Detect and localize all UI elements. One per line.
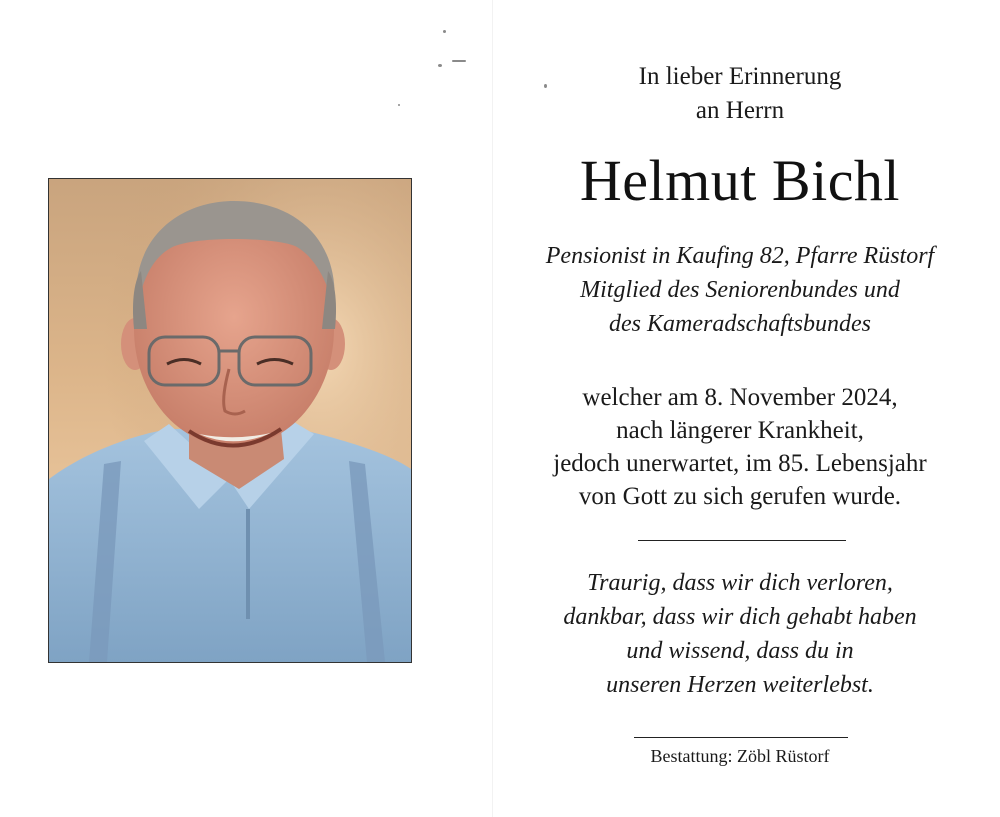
scan-speck (438, 64, 442, 67)
scan-speck (452, 60, 466, 62)
quote-line-2: dankbar, dass wir dich gehabt haben (563, 604, 917, 630)
description-line-1: Pensionist in Kaufing 82, Pfarre Rüstorf (545, 243, 935, 269)
description-line-3: des Kameradschaftsbundes (609, 311, 871, 337)
divider-rule-bottom (634, 737, 848, 738)
description-line-2: Mitglied des Seniorenbundes und (580, 277, 900, 303)
death-notice-line-4: von Gott zu sich gerufen wurde. (578, 483, 902, 510)
text-column (500, 0, 980, 817)
funeral-home: Bestattung: Zöbl Rüstorf (650, 746, 830, 766)
deceased-name: Helmut Bichl (579, 148, 901, 213)
scan-speck (398, 104, 400, 106)
quote-line-4: unseren Herzen weiterlebst. (606, 672, 874, 698)
death-notice-line-3: jedoch unerwartet, im 85. Lebensjahr (553, 450, 927, 477)
quote-line-3: und wissend, dass du in (626, 638, 854, 664)
portrait-photo (48, 178, 412, 663)
death-notice-line-1: welcher am 8. November 2024, (582, 384, 898, 411)
intro-line-1: In lieber Erinnerung (638, 63, 842, 90)
portrait-illustration (49, 179, 411, 662)
death-notice-line-2: nach längerer Krankheit, (616, 417, 864, 444)
intro-line-2: an Herrn (695, 97, 785, 124)
scan-speck (443, 30, 446, 33)
fold-line (492, 0, 493, 817)
divider-rule (638, 540, 846, 541)
quote-line-1: Traurig, dass wir dich verloren, (587, 570, 893, 596)
